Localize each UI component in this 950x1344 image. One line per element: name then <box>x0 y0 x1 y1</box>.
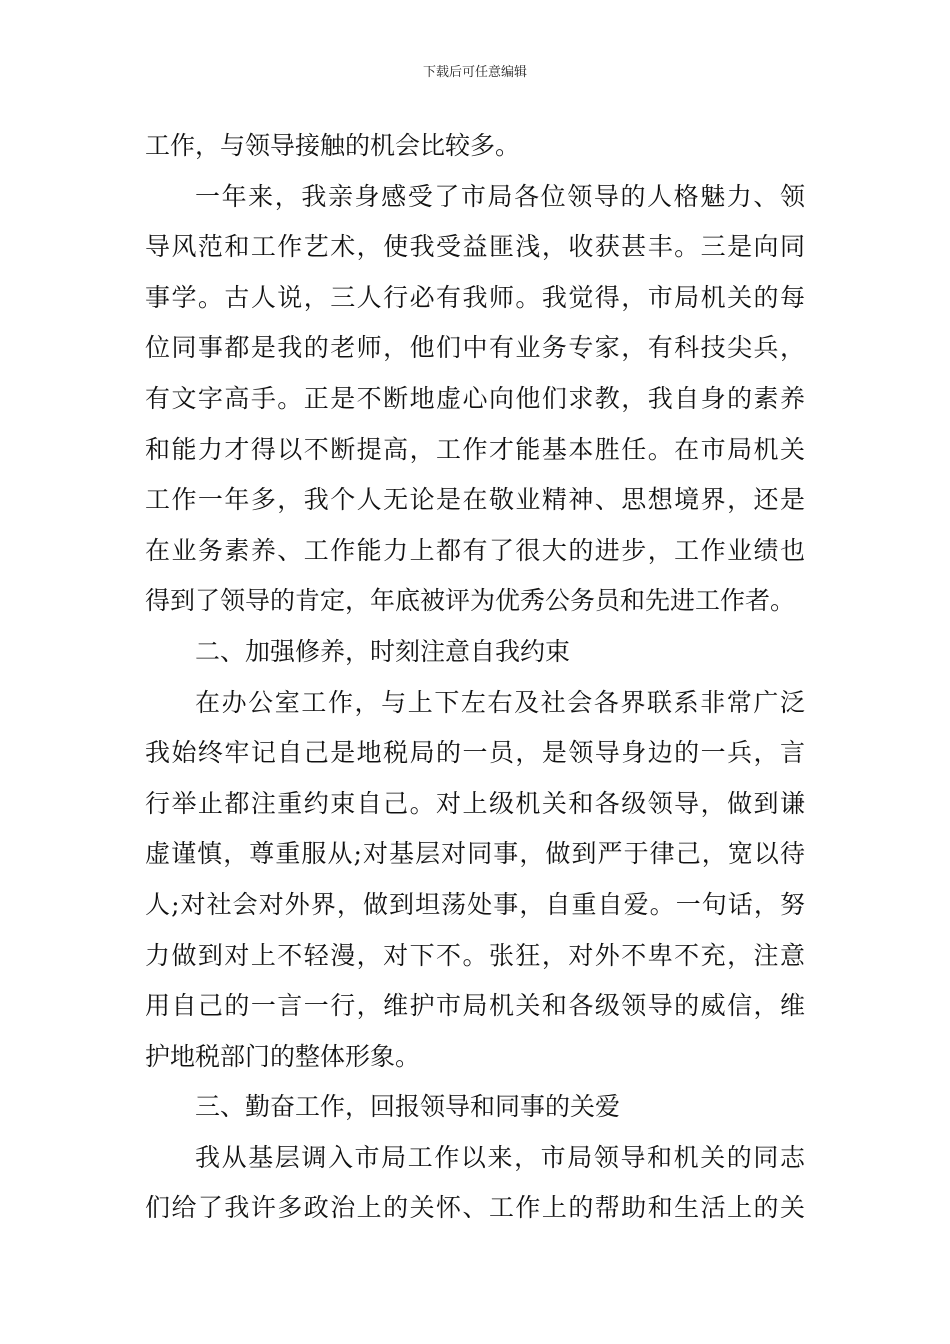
text-line: 我始终牢记自己是地税局的一员，是领导身边的一兵，言 <box>145 738 805 768</box>
text-line: 虚谨慎，尊重服从;对基层对同事，做到严于律己，宽以待 <box>145 839 805 869</box>
text-line: 护地税部门的整体形象。 <box>145 1041 421 1071</box>
text-line: 在办公室工作，与上下左右及社会各界联系非常广泛 <box>195 687 805 717</box>
text-line: 我从基层调入市局工作以来，市局领导和机关的同志 <box>195 1142 805 1172</box>
text-line: 导风范和工作艺术，使我受益匪浅，收获甚丰。三是向同 <box>145 232 805 262</box>
text-line: 和能力才得以不断提高，工作才能基本胜任。在市局机关 <box>145 434 805 464</box>
document-body <box>145 121 805 1234</box>
section-heading: 二、加强修养，时刻注意自我约束 <box>195 636 571 666</box>
text-line: 得到了领导的肯定，年底被评为优秀公务员和先进工作者。 <box>145 586 796 616</box>
text-line: 位同事都是我的老师，他们中有业务专家，有科技尖兵， <box>145 333 805 363</box>
text-line: 行举止都注重约束自己。对上级机关和各级领导，做到谦 <box>145 788 805 818</box>
text-line: 有文字高手。正是不断地虚心向他们求教，我自身的素养 <box>145 383 805 413</box>
text-line: 力做到对上不轻漫，对下不。张狂，对外不卑不充，注意 <box>145 940 805 970</box>
text-line: 用自己的一言一行，维护市局机关和各级领导的威信，维 <box>145 991 805 1021</box>
page-header-note: 下载后可任意编辑 <box>422 65 527 80</box>
text-line: 工作，与领导接触的机会比较多。 <box>145 131 521 160</box>
text-line: 们给了我许多政治上的关怀、工作上的帮助和生活上的关 <box>145 1193 805 1223</box>
text-line: 在业务素养、工作能力上都有了很大的进步，工作业绩也 <box>145 535 805 565</box>
text-line: 一年来，我亲身感受了市局各位领导的人格魅力、领 <box>195 181 805 211</box>
text-line: 事学。古人说，三人行必有我师。我觉得，市局机关的每 <box>145 282 805 312</box>
text-line: 工作一年多，我个人无论是在敬业精神、思想境界，还是 <box>145 485 805 515</box>
text-line: 人;对社会对外界，做到坦荡处事，自重自爱。一句话，努 <box>145 889 805 919</box>
section-heading: 三、勤奋工作，回报领导和同事的关爱 <box>195 1092 621 1122</box>
